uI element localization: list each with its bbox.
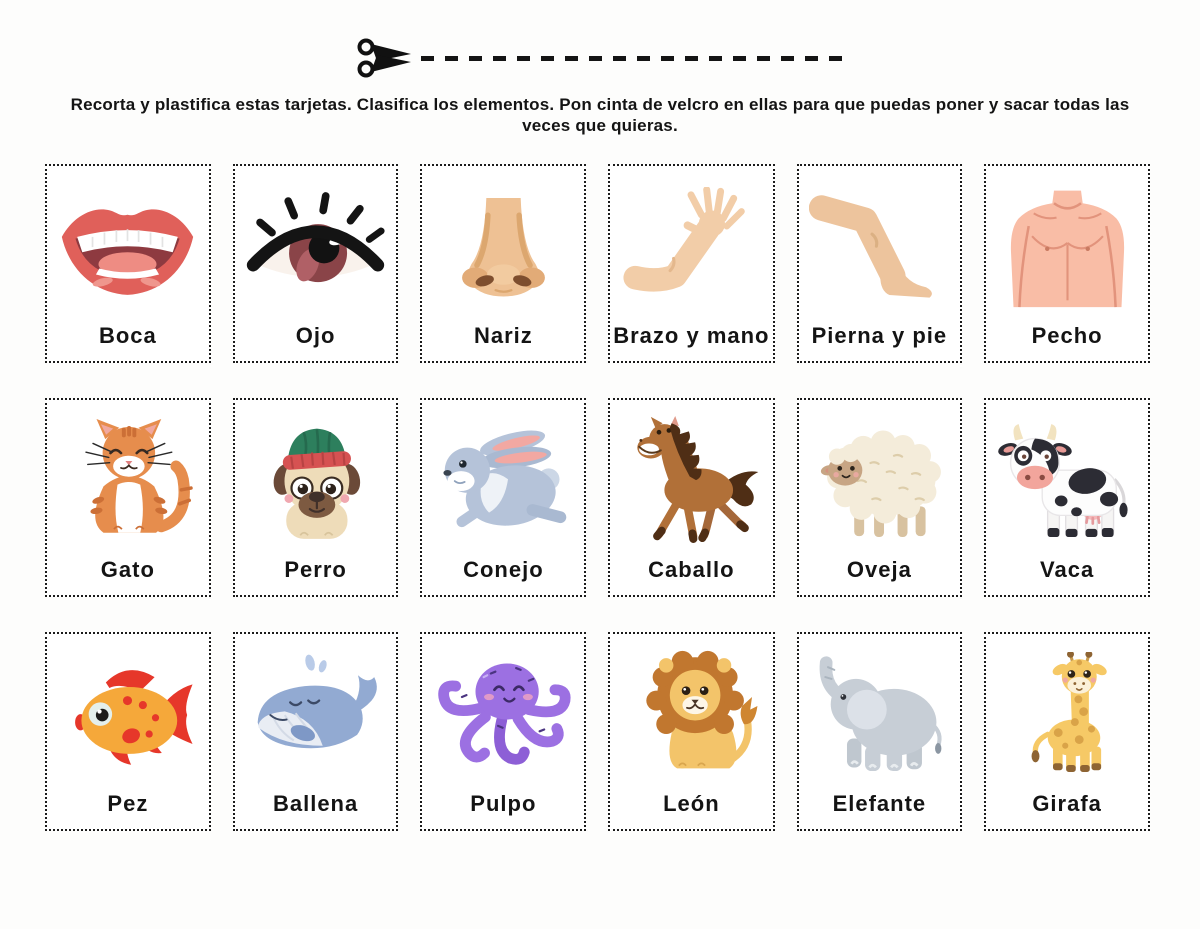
giraffe-illustration xyxy=(989,640,1145,791)
flashcard-pez xyxy=(45,632,211,831)
nose-illustration xyxy=(425,172,581,323)
flashcard-boca xyxy=(45,164,211,363)
fish-illustration xyxy=(50,640,206,791)
card-label: Pulpo xyxy=(470,791,537,816)
card-label: Girafa xyxy=(1032,791,1102,816)
card-label: Boca xyxy=(98,323,157,348)
cut-dashes xyxy=(421,56,844,61)
flashcard-pierna xyxy=(797,164,963,363)
lion-illustration xyxy=(613,640,769,791)
eye-illustration xyxy=(238,172,394,323)
chest-illustration xyxy=(989,172,1145,323)
card-label: Ojo xyxy=(295,323,336,348)
cat-illustration xyxy=(50,406,206,557)
instructions-text: Recorta y plastifica estas tarjetas. Clasifica los elementos. Pon cinta de velcro en ellas para que puedas poner y sacar todas las veces que quieras. xyxy=(70,95,1130,135)
flashcard-pecho xyxy=(984,164,1150,363)
card-label: Nariz xyxy=(473,323,533,348)
cow-illustration xyxy=(989,406,1145,557)
flashcard-oveja xyxy=(797,398,963,597)
flashcard-leon xyxy=(608,632,774,831)
dog-illustration xyxy=(238,406,394,557)
flashcard-vaca xyxy=(984,398,1150,597)
card-label: Pecho xyxy=(1031,323,1103,348)
card-label: Vaca xyxy=(1040,557,1095,582)
sheep-illustration xyxy=(802,406,958,557)
flashcard-elefante xyxy=(797,632,963,831)
card-label: León xyxy=(663,791,720,816)
card-grid xyxy=(45,164,1150,831)
flashcard-caballo xyxy=(608,398,774,597)
flashcard-ballena xyxy=(233,632,399,831)
card-label: Pez xyxy=(107,791,149,816)
elephant-illustration xyxy=(802,640,958,791)
card-label: Oveja xyxy=(846,557,912,582)
card-label: Caballo xyxy=(648,557,735,582)
flashcard-conejo xyxy=(420,398,586,597)
rabbit-illustration xyxy=(425,406,581,557)
octopus-illustration xyxy=(425,640,581,791)
card-label: Gato xyxy=(100,557,155,582)
flashcard-brazo xyxy=(608,164,774,363)
card-label: Elefante xyxy=(832,791,927,816)
card-label: Pierna y pie xyxy=(811,323,948,348)
flashcard-perro xyxy=(233,398,399,597)
leg-and-foot-illustration xyxy=(802,172,958,323)
cut-line xyxy=(357,34,844,82)
horse-illustration xyxy=(613,406,769,557)
scissors-icon xyxy=(357,34,413,82)
flashcard-girafa xyxy=(984,632,1150,831)
flashcard-nariz xyxy=(420,164,586,363)
flashcard-gato xyxy=(45,398,211,597)
arm-and-hand-illustration xyxy=(613,172,769,323)
flashcard-ojo xyxy=(233,164,399,363)
card-label: Perro xyxy=(284,557,347,582)
mouth-illustration xyxy=(50,172,206,323)
whale-illustration xyxy=(238,640,394,791)
flashcard-pulpo xyxy=(420,632,586,831)
card-label: Conejo xyxy=(463,557,544,582)
card-label: Brazo y mano xyxy=(613,323,770,348)
card-label: Ballena xyxy=(272,791,359,816)
